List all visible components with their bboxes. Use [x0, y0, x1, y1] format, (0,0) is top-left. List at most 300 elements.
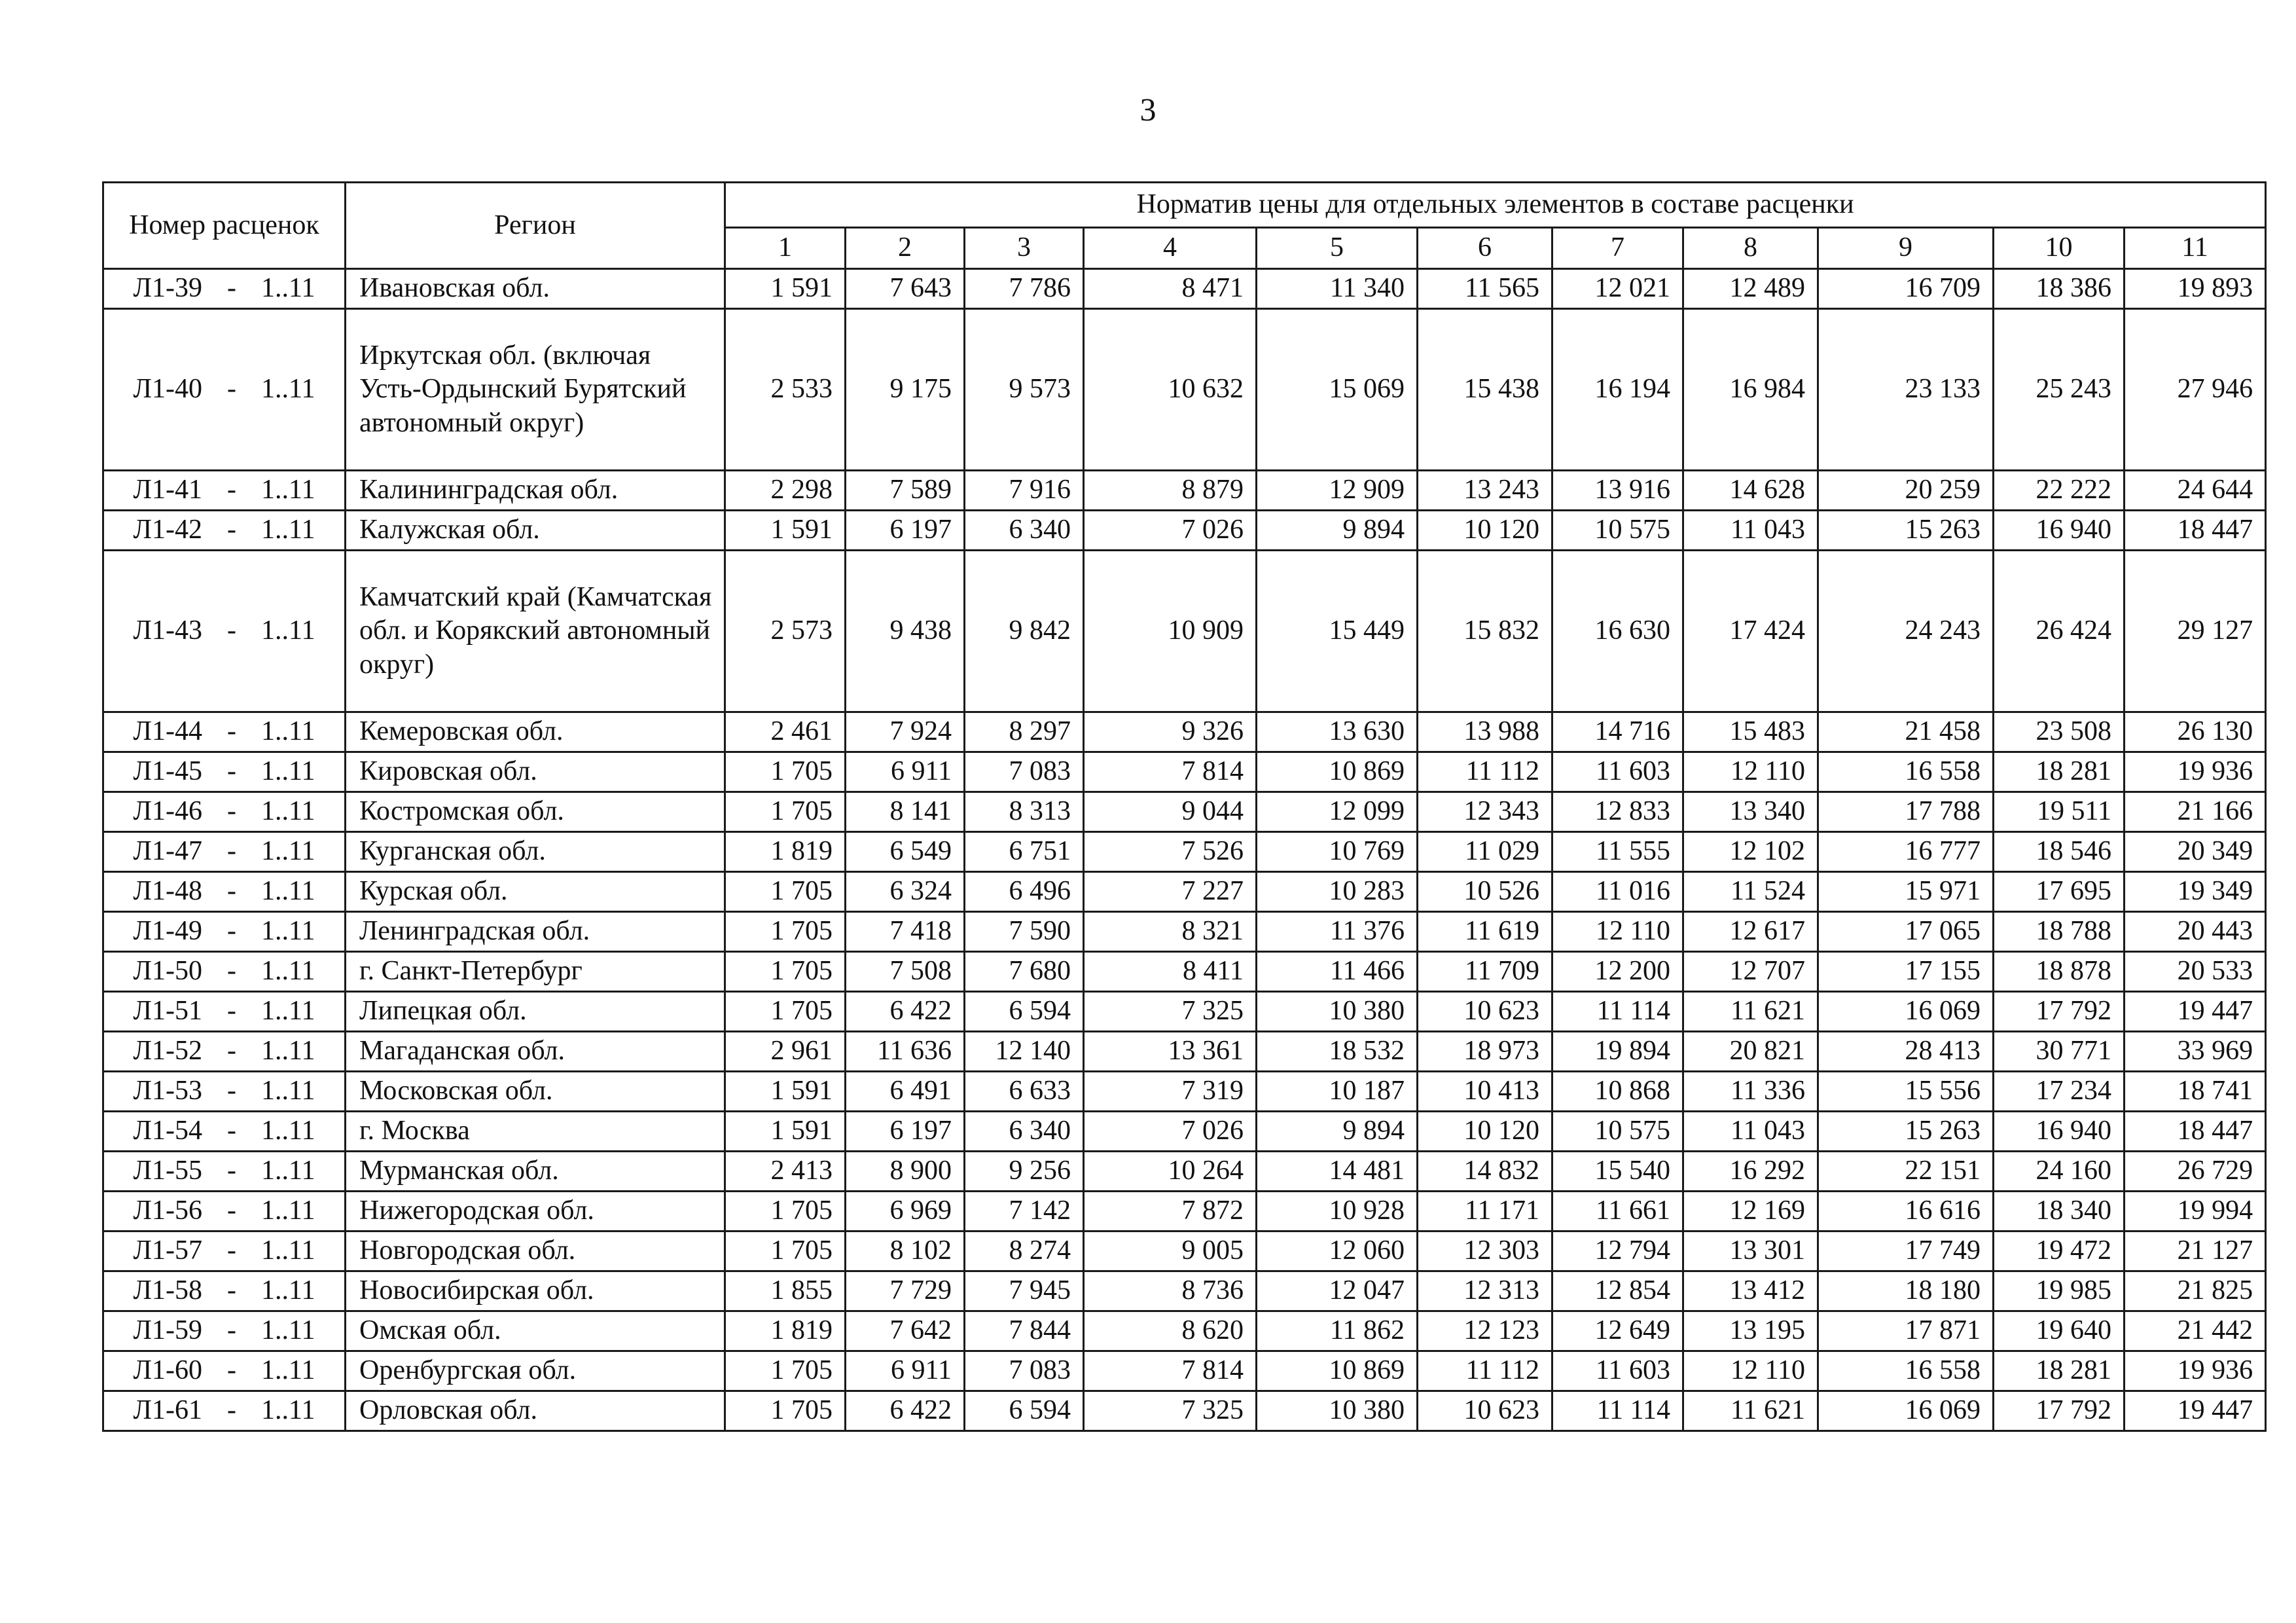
price-value: 7 325	[1084, 1391, 1257, 1431]
region-name: Ивановская обл.	[346, 269, 725, 309]
price-value: 7 729	[846, 1271, 965, 1311]
price-value: 12 200	[1552, 952, 1683, 992]
rate-code-cell	[103, 269, 346, 309]
region-name: Московская обл.	[346, 1072, 725, 1112]
price-value: 11 466	[1257, 952, 1418, 992]
price-value: 10 380	[1257, 992, 1418, 1032]
price-value: 1 705	[725, 1391, 846, 1431]
price-value: 1 705	[725, 992, 846, 1032]
rate-code-separator: -	[227, 956, 237, 987]
price-value: 6 594	[965, 1391, 1084, 1431]
price-value: 1 705	[725, 1192, 846, 1231]
table-body	[103, 269, 2266, 1431]
region-name: Кировская обл.	[346, 752, 725, 792]
region-name: Ленинградская обл.	[346, 912, 725, 952]
price-value: 19 640	[1994, 1311, 2125, 1351]
rate-code-cell	[103, 752, 346, 792]
column-number-header: 11	[2125, 228, 2266, 269]
rate-code: Л1-60	[133, 1355, 203, 1386]
rate-range: 1..11	[261, 1195, 315, 1226]
region-name: Омская обл.	[346, 1311, 725, 1351]
price-value: 12 110	[1552, 912, 1683, 952]
price-value: 12 833	[1552, 792, 1683, 832]
price-value: 15 540	[1552, 1152, 1683, 1192]
rate-code: Л1-42	[133, 515, 203, 545]
price-value: 1 855	[725, 1271, 846, 1311]
rate-code-cell	[103, 1351, 346, 1391]
table-row	[103, 1072, 2266, 1112]
price-value: 10 120	[1418, 511, 1552, 551]
price-value: 21 825	[2125, 1271, 2266, 1311]
rate-code-cell	[103, 1231, 346, 1271]
table-row	[103, 551, 2266, 712]
rate-range: 1..11	[261, 996, 315, 1027]
header-region: Регион	[346, 183, 725, 269]
price-value: 1 705	[725, 792, 846, 832]
region-name: Магаданская обл.	[346, 1032, 725, 1072]
price-value: 10 413	[1418, 1072, 1552, 1112]
table-row	[103, 872, 2266, 912]
price-value: 14 481	[1257, 1152, 1418, 1192]
rate-code: Л1-40	[133, 374, 203, 405]
price-value: 16 292	[1683, 1152, 1818, 1192]
rate-range: 1..11	[261, 515, 315, 545]
price-value: 11 661	[1552, 1192, 1683, 1231]
price-value: 9 894	[1257, 1112, 1418, 1152]
rate-code-separator: -	[227, 1116, 237, 1146]
price-value: 11 603	[1552, 1351, 1683, 1391]
region-name: Липецкая обл.	[346, 992, 725, 1032]
price-value: 10 868	[1552, 1072, 1683, 1112]
price-value: 7 319	[1084, 1072, 1257, 1112]
price-value: 20 533	[2125, 952, 2266, 992]
price-value: 20 259	[1818, 471, 1994, 511]
rate-range: 1..11	[261, 796, 315, 827]
price-value: 9 256	[965, 1152, 1084, 1192]
price-value: 2 533	[725, 309, 846, 471]
region-name: Калужская обл.	[346, 511, 725, 551]
rate-code: Л1-55	[133, 1156, 203, 1186]
price-value: 13 412	[1683, 1271, 1818, 1311]
price-value: 8 900	[846, 1152, 965, 1192]
price-value: 16 630	[1552, 551, 1683, 712]
rates-table	[102, 181, 2267, 1432]
price-value: 23 508	[1994, 712, 2125, 752]
price-value: 7 872	[1084, 1192, 1257, 1231]
price-value: 7 508	[846, 952, 965, 992]
price-value: 12 794	[1552, 1231, 1683, 1271]
price-value: 11 603	[1552, 752, 1683, 792]
rate-code-cell	[103, 952, 346, 992]
price-value: 7 916	[965, 471, 1084, 511]
price-value: 13 916	[1552, 471, 1683, 511]
price-value: 2 961	[725, 1032, 846, 1072]
price-value: 22 222	[1994, 471, 2125, 511]
price-value: 23 133	[1818, 309, 1994, 471]
table-row	[103, 752, 2266, 792]
price-value: 19 472	[1994, 1231, 2125, 1271]
column-number-header: 10	[1994, 228, 2125, 269]
price-value: 16 616	[1818, 1192, 1994, 1231]
price-value: 11 862	[1257, 1311, 1418, 1351]
price-value: 13 630	[1257, 712, 1418, 752]
region-name: г. Москва	[346, 1112, 725, 1152]
rate-code: Л1-50	[133, 956, 203, 987]
price-value: 17 749	[1818, 1231, 1994, 1271]
price-value: 11 114	[1552, 1391, 1683, 1431]
rate-code-cell	[103, 1112, 346, 1152]
rate-code-cell	[103, 1311, 346, 1351]
price-value: 1 705	[725, 1351, 846, 1391]
price-value: 6 491	[846, 1072, 965, 1112]
rate-code-separator: -	[227, 1235, 237, 1266]
price-value: 24 644	[2125, 471, 2266, 511]
price-value: 7 814	[1084, 1351, 1257, 1391]
price-value: 1 591	[725, 511, 846, 551]
price-value: 12 110	[1683, 1351, 1818, 1391]
price-value: 28 413	[1818, 1032, 1994, 1072]
rate-code-separator: -	[227, 836, 237, 867]
price-value: 6 633	[965, 1072, 1084, 1112]
price-value: 1 819	[725, 832, 846, 872]
price-value: 22 151	[1818, 1152, 1994, 1192]
rate-range: 1..11	[261, 756, 315, 787]
price-value: 16 069	[1818, 1391, 1994, 1431]
price-value: 10 869	[1257, 1351, 1418, 1391]
price-value: 9 044	[1084, 792, 1257, 832]
price-value: 15 263	[1818, 1112, 1994, 1152]
rate-range: 1..11	[261, 956, 315, 987]
rate-code-separator: -	[227, 1195, 237, 1226]
column-number-header: 4	[1084, 228, 1257, 269]
rate-code-cell	[103, 792, 346, 832]
rate-range: 1..11	[261, 1076, 315, 1106]
header-norm-group: Норматив цены для отдельных элементов в составе расценки	[725, 183, 2266, 228]
price-value: 6 422	[846, 1391, 965, 1431]
price-value: 7 590	[965, 912, 1084, 952]
price-value: 19 893	[2125, 269, 2266, 309]
price-value: 12 140	[965, 1032, 1084, 1072]
price-value: 2 298	[725, 471, 846, 511]
price-value: 2 413	[725, 1152, 846, 1192]
region-name: Курганская обл.	[346, 832, 725, 872]
price-value: 6 751	[965, 832, 1084, 872]
price-value: 25 243	[1994, 309, 2125, 471]
column-number-header: 6	[1418, 228, 1552, 269]
price-value: 11 619	[1418, 912, 1552, 952]
price-value: 13 243	[1418, 471, 1552, 511]
rate-code-separator: -	[227, 876, 237, 907]
region-name: Курская обл.	[346, 872, 725, 912]
column-number-header: 1	[725, 228, 846, 269]
price-value: 12 123	[1418, 1311, 1552, 1351]
price-value: 10 928	[1257, 1192, 1418, 1231]
price-value: 12 060	[1257, 1231, 1418, 1271]
table-row	[103, 992, 2266, 1032]
price-value: 19 447	[2125, 1391, 2266, 1431]
rate-range: 1..11	[261, 1036, 315, 1067]
rate-code-separator: -	[227, 716, 237, 747]
price-value: 7 945	[965, 1271, 1084, 1311]
rate-code-separator: -	[227, 756, 237, 787]
price-value: 6 197	[846, 511, 965, 551]
price-value: 18 447	[2125, 511, 2266, 551]
price-value: 8 736	[1084, 1271, 1257, 1311]
rate-code: Л1-41	[133, 475, 203, 505]
price-value: 16 777	[1818, 832, 1994, 872]
price-value: 12 707	[1683, 952, 1818, 992]
price-value: 7 844	[965, 1311, 1084, 1351]
price-value: 7 526	[1084, 832, 1257, 872]
price-value: 15 263	[1818, 511, 1994, 551]
price-value: 9 842	[965, 551, 1084, 712]
price-value: 7 814	[1084, 752, 1257, 792]
price-value: 11 043	[1683, 511, 1818, 551]
rate-range: 1..11	[261, 1315, 315, 1346]
price-value: 6 340	[965, 511, 1084, 551]
price-value: 15 449	[1257, 551, 1418, 712]
rate-code-cell	[103, 1271, 346, 1311]
price-value: 13 988	[1418, 712, 1552, 752]
price-value: 1 591	[725, 269, 846, 309]
price-value: 11 114	[1552, 992, 1683, 1032]
price-value: 11 621	[1683, 1391, 1818, 1431]
region-name: Новосибирская обл.	[346, 1271, 725, 1311]
price-value: 11 029	[1418, 832, 1552, 872]
price-value: 11 636	[846, 1032, 965, 1072]
price-value: 10 120	[1418, 1112, 1552, 1152]
price-value: 17 424	[1683, 551, 1818, 712]
rate-code-separator: -	[227, 1275, 237, 1306]
price-value: 11 336	[1683, 1072, 1818, 1112]
price-value: 10 623	[1418, 992, 1552, 1032]
price-value: 10 632	[1084, 309, 1257, 471]
price-value: 16 558	[1818, 1351, 1994, 1391]
price-value: 6 422	[846, 992, 965, 1032]
price-value: 12 102	[1683, 832, 1818, 872]
price-value: 11 709	[1418, 952, 1552, 992]
price-value: 30 771	[1994, 1032, 2125, 1072]
price-value: 10 769	[1257, 832, 1418, 872]
rate-code: Л1-45	[133, 756, 203, 787]
price-value: 21 127	[2125, 1231, 2266, 1271]
price-value: 16 069	[1818, 992, 1994, 1032]
column-number-header: 9	[1818, 228, 1994, 269]
price-value: 12 110	[1683, 752, 1818, 792]
price-value: 6 340	[965, 1112, 1084, 1152]
price-value: 12 649	[1552, 1311, 1683, 1351]
price-value: 17 792	[1994, 992, 2125, 1032]
price-value: 8 879	[1084, 471, 1257, 511]
rate-code-separator: -	[227, 1315, 237, 1346]
rate-code: Л1-54	[133, 1116, 203, 1146]
price-value: 19 985	[1994, 1271, 2125, 1311]
price-value: 24 243	[1818, 551, 1994, 712]
price-value: 26 729	[2125, 1152, 2266, 1192]
rate-range: 1..11	[261, 1355, 315, 1386]
table-row	[103, 1351, 2266, 1391]
price-value: 20 349	[2125, 832, 2266, 872]
rate-code-cell	[103, 551, 346, 712]
price-value: 19 936	[2125, 752, 2266, 792]
column-number-header: 2	[846, 228, 965, 269]
rate-range: 1..11	[261, 374, 315, 405]
rate-code-separator: -	[227, 273, 237, 304]
price-value: 1 819	[725, 1311, 846, 1351]
price-value: 7 026	[1084, 1112, 1257, 1152]
region-name: г. Санкт-Петербург	[346, 952, 725, 992]
price-value: 11 340	[1257, 269, 1418, 309]
table-row	[103, 511, 2266, 551]
price-value: 14 832	[1418, 1152, 1552, 1192]
region-name: Мурманская обл.	[346, 1152, 725, 1192]
rate-code: Л1-51	[133, 996, 203, 1027]
rate-range: 1..11	[261, 836, 315, 867]
price-value: 7 643	[846, 269, 965, 309]
rate-code: Л1-48	[133, 876, 203, 907]
table-row	[103, 832, 2266, 872]
price-value: 10 575	[1552, 1112, 1683, 1152]
rate-code-separator: -	[227, 1036, 237, 1067]
price-value: 18 281	[1994, 1351, 2125, 1391]
price-value: 16 940	[1994, 511, 2125, 551]
region-name: Нижегородская обл.	[346, 1192, 725, 1231]
price-value: 16 940	[1994, 1112, 2125, 1152]
price-value: 12 909	[1257, 471, 1418, 511]
price-value: 6 969	[846, 1192, 965, 1231]
price-value: 12 169	[1683, 1192, 1818, 1231]
price-value: 16 558	[1818, 752, 1994, 792]
rate-code: Л1-44	[133, 716, 203, 747]
price-value: 17 788	[1818, 792, 1994, 832]
price-value: 2 573	[725, 551, 846, 712]
price-value: 9 005	[1084, 1231, 1257, 1271]
price-value: 8 411	[1084, 952, 1257, 992]
price-value: 20 821	[1683, 1032, 1818, 1072]
page-number: 3	[1139, 91, 1157, 128]
price-value: 17 155	[1818, 952, 1994, 992]
rate-code-cell	[103, 1032, 346, 1072]
rate-code: Л1-59	[133, 1315, 203, 1346]
price-value: 19 936	[2125, 1351, 2266, 1391]
table-row	[103, 1231, 2266, 1271]
price-value: 7 227	[1084, 872, 1257, 912]
rate-code-cell	[103, 1192, 346, 1231]
price-value: 18 281	[1994, 752, 2125, 792]
table-row	[103, 1271, 2266, 1311]
price-value: 8 321	[1084, 912, 1257, 952]
rate-code-cell	[103, 471, 346, 511]
price-value: 10 909	[1084, 551, 1257, 712]
price-value: 7 786	[965, 269, 1084, 309]
price-value: 9 326	[1084, 712, 1257, 752]
price-value: 10 380	[1257, 1391, 1418, 1431]
price-value: 1 705	[725, 952, 846, 992]
price-value: 18 180	[1818, 1271, 1994, 1311]
rate-code: Л1-47	[133, 836, 203, 867]
price-value: 19 511	[1994, 792, 2125, 832]
rate-code: Л1-49	[133, 916, 203, 947]
price-value: 9 175	[846, 309, 965, 471]
table-row	[103, 712, 2266, 752]
price-value: 1 705	[725, 872, 846, 912]
rate-code-cell	[103, 872, 346, 912]
price-value: 12 021	[1552, 269, 1683, 309]
price-value: 7 642	[846, 1311, 965, 1351]
rate-code: Л1-39	[133, 273, 203, 304]
price-value: 7 924	[846, 712, 965, 752]
price-value: 21 166	[2125, 792, 2266, 832]
price-value: 6 911	[846, 752, 965, 792]
rate-code: Л1-53	[133, 1076, 203, 1106]
rate-code-cell	[103, 511, 346, 551]
price-value: 6 324	[846, 872, 965, 912]
price-value: 13 301	[1683, 1231, 1818, 1271]
price-value: 6 496	[965, 872, 1084, 912]
price-value: 20 443	[2125, 912, 2266, 952]
price-value: 10 264	[1084, 1152, 1257, 1192]
region-name: Костромская обл.	[346, 792, 725, 832]
price-value: 12 303	[1418, 1231, 1552, 1271]
price-value: 9 894	[1257, 511, 1418, 551]
price-value: 17 695	[1994, 872, 2125, 912]
price-value: 29 127	[2125, 551, 2266, 712]
rate-code-separator: -	[227, 1156, 237, 1186]
column-number-header: 3	[965, 228, 1084, 269]
rate-code: Л1-46	[133, 796, 203, 827]
price-value: 18 546	[1994, 832, 2125, 872]
price-value: 11 621	[1683, 992, 1818, 1032]
price-value: 9 573	[965, 309, 1084, 471]
price-value: 12 489	[1683, 269, 1818, 309]
rate-range: 1..11	[261, 1395, 315, 1426]
region-name: Кемеровская обл.	[346, 712, 725, 752]
price-value: 21 442	[2125, 1311, 2266, 1351]
rate-code: Л1-43	[133, 615, 203, 646]
rate-code: Л1-58	[133, 1275, 203, 1306]
region-name: Иркутская обл. (включая Усть-Ордынский Бурятский автономный округ)	[346, 309, 725, 471]
price-value: 1 705	[725, 1231, 846, 1271]
rate-code-cell	[103, 1391, 346, 1431]
column-number-header: 5	[1257, 228, 1418, 269]
region-name: Оренбургская обл.	[346, 1351, 725, 1391]
rate-code-cell	[103, 832, 346, 872]
header-row-main	[103, 183, 2266, 228]
rate-range: 1..11	[261, 1156, 315, 1186]
price-value: 15 438	[1418, 309, 1552, 471]
price-value: 10 526	[1418, 872, 1552, 912]
rate-code-separator: -	[227, 515, 237, 545]
price-value: 13 195	[1683, 1311, 1818, 1351]
price-value: 13 340	[1683, 792, 1818, 832]
price-value: 1 591	[725, 1112, 846, 1152]
price-value: 11 171	[1418, 1192, 1552, 1231]
price-value: 17 792	[1994, 1391, 2125, 1431]
price-value: 15 483	[1683, 712, 1818, 752]
price-value: 11 043	[1683, 1112, 1818, 1152]
price-value: 9 438	[846, 551, 965, 712]
price-value: 12 047	[1257, 1271, 1418, 1311]
price-value: 15 971	[1818, 872, 1994, 912]
price-value: 11 555	[1552, 832, 1683, 872]
price-value: 12 617	[1683, 912, 1818, 952]
price-value: 17 234	[1994, 1072, 2125, 1112]
rate-code-separator: -	[227, 796, 237, 827]
price-value: 8 620	[1084, 1311, 1257, 1351]
price-value: 21 458	[1818, 712, 1994, 752]
rate-code-separator: -	[227, 996, 237, 1027]
price-value: 8 102	[846, 1231, 965, 1271]
